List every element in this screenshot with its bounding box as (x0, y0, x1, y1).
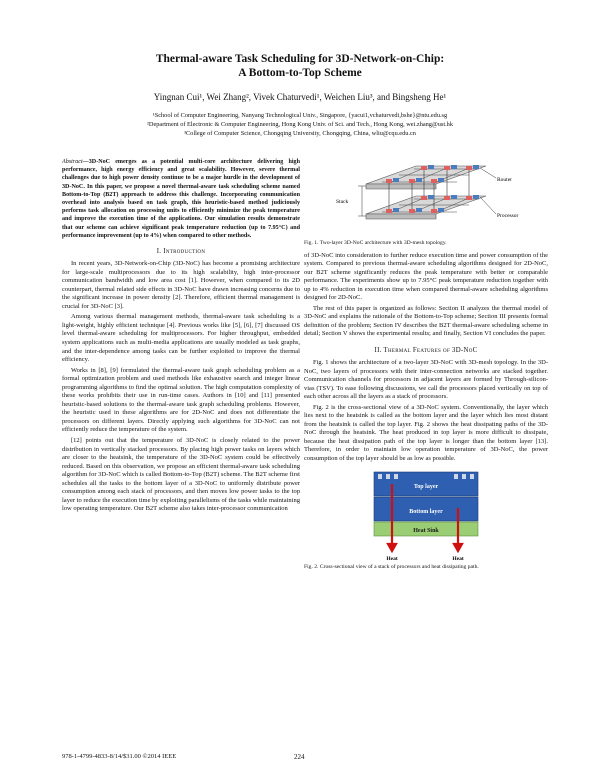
label-top-layer: Top layer (413, 483, 439, 490)
figure-2 (304, 468, 548, 562)
paper-title-line1: Thermal-aware Task Scheduling for 3D-Network-on-Chip: (155, 53, 445, 65)
bottom-layer-edge (366, 214, 436, 219)
figure-1-diagram (304, 156, 548, 238)
right-paragraph-1: of 3D-NoC into consideration to further reduce execution time and power consumption of the system. Compared to previous thermal-aware scheduling algorithms designed for 2D-NoC, our B2T scheme significantly reduces the peak temperature with better or comparable performance. The experiments show up to 7.95°C peak temperature reduction together with up to 4% reduction in execution time when compared thermal-aware scheduling algorithms designed for 2D-NoC. (304, 251, 548, 302)
affiliation-3: ³College of Computer Science, Chongqing University, Chongqing, China, wliu@cqu.edu.cn (184, 130, 416, 137)
abstract-text: —3D-NoC emerges as a potential multi-core architecture delivering high performance, high energy efficiency and great scalability. However, severe thermal challenges due to high power density continue to be a major hurdle in the development of 3D-NoC. In this paper, we propose a novel thermal-aware task scheduling scheme named Bottom-to-Top (B2T) approach to address this challenge. Incorporating communication overhead into analysis based on task graph, this heuristic-based method judiciously performs task allocation on processing units to efficiently minimize the peak temperature and improve the execution time of the applications. Our simulation results demonstrate that our scheme can achieve significant peak temperature reduction (up to 7.95°C) and performance improvement (up to 4%) when compared to other methods. (62, 159, 300, 239)
abstract-lead: Abstract (62, 159, 83, 165)
right-paragraph-2: The rest of this paper is organized as follows: Section II analyzes the thermal model of 3D-NoC and explains the rationale of the Bottom-to-Top scheme; Section III presents formal definition of the problem; Section IV describes the B2T thermal-aware scheduling scheme in detail; Section V shows the experimental results; and finally, Section VI concludes the paper. (304, 304, 548, 338)
section-2-heading: II. Thermal Features of 3D-NoC (374, 346, 478, 354)
label-stack: Stack (336, 199, 349, 205)
figure-1 (304, 156, 548, 238)
label-heat-right: Heat (452, 555, 464, 562)
abstract (62, 158, 300, 240)
intro-paragraph-4: [12] points out that the temperature of 3D-NoC is closely related to the power distribution in vertically stacked processors. By placing high power tasks on layers which are closer to the heatsink, the temperature of the 3D-NoC system could be effectively reduced. Based on this observation, we propose an efficient thermal-aware task scheduling algorithm for 3D-NoC which is called Bottom-to-Top (B2T) scheme. The B2T scheme first schedules all the tasks to the bottom layer of a 3D-NoC to uniformly distribute power consumption among each stack of processors, and then moves low power tasks to the top layer to reduce the execution time by exploiting parallelisms of the tasks while maintaining low operating temperature. Our B2T scheme also takes inter-processor communication (62, 436, 300, 513)
label-bottom-layer: Bottom layer (409, 508, 443, 515)
section-1-heading: I. Introduction (156, 248, 206, 256)
intro-paragraph-3: Works in [8], [9] formulated the thermal-aware task graph scheduling problem as a formal optimization problem and used methods like exhaustive search and integer linear programming algorithms to find the optimal solution. The high computation complexity of these works prohibits their use in run-time cases. Authors in [10] and [11] presented heuristic-based solutions to the thermal-aware task graph scheduling problems. However, the heuristic used in these algorithms are for 2D-NoC and does not differentiate the processors on different layers. Directly applying such algorithms for 3D-NoC can not efficiently reduce the temperature of the system. (62, 366, 300, 434)
affiliation-1: ¹School of Computer Engineering, Nanyang Technological Univ., Singapore, {yacui1,vchaturvedi,bshe}@ntu.edu.sg (152, 112, 448, 119)
author-list: Yingnan Cui¹, Wei Zhang², Vivek Chaturvedi¹, Weichen Liu³, and Bingsheng He¹ (153, 92, 447, 102)
affiliation-2: ²Department of Electronic & Computer Engineering, Hong Kong Univ. of Sci. and Tech., Hong Kong, wei.zhang@ust.hk (147, 121, 453, 128)
label-heat-left: Heat (386, 555, 398, 562)
top-layer-edge (366, 184, 436, 189)
label-router: Router (497, 177, 512, 183)
figure-2-caption: Fig. 2. Cross-sectional view of a stack of processors and heat dissipating path. (304, 563, 479, 570)
figure-2-diagram (304, 468, 548, 562)
right-paragraph-3: Fig. 1 shows the architecture of a two-layer 3D-NoC with 3D-mesh topology. In the 3D-NoC, two layers of processors with their inter-connection networks are stacked together. Communication channels for processors in adjacent layers are formed by Through-silicon-vias (TSV). To ease following discussions, we call the processors placed vertically on top of each other across all the layers as a stack of processors. (304, 358, 548, 401)
right-paragraph-4: Fig. 2 is the cross-sectional view of a 3D-NoC system. Conventionally, the layer which lies next to the heatsink is called as the bottom layer and the layer which lies most distant from the heatsink is called the top layer. Fig. 2 shows the heat dissipating paths of the 3D-NoC through the heatsink. The heat produced in top layer is more difficult to dissipate, because the heat dissipation path of the top layer is longer than the bottom layer [13]. Therefore, in order to maintain low operation temperature of 3D-NoC, the power consumption of the top layer should be as low as possible. (304, 403, 548, 462)
left-column (62, 158, 300, 516)
intro-paragraph-1: In recent years, 3D-Network-on-Chip (3D-NoC) has become a promising architecture for large-scale multiprocessors due to its high scalability, high inter-processor communication bandwidth and low area cost [1]. However, when compared to its 2D counterpart, thermal related side effects in 3D-NoC have drawn increasing concerns due to the significant increase in power density [2]. Therefore, efficient thermal management is crucial for 3D-NoC [3]. (62, 260, 300, 310)
right-column (304, 156, 548, 575)
figure-1-caption: Fig. 1. Two-layer 3D-NoC architecture with 3D-mesh topology. (304, 240, 447, 246)
intro-paragraph-2: Among various thermal management methods, thermal-aware task scheduling is a light-weight, highly efficient technique [4]. Previous works like [5], [6], [7] discussed OS level thermal-aware scheduling for multiprocessors. For higher throughput, embedded system applications such as multi-media applications are usually modeled as task graphs, and the inter-dependence among tasks can be further exploited to improve the thermal efficiency. (62, 313, 300, 364)
page-number: 224 (294, 753, 305, 761)
label-processor: Processor (497, 213, 519, 219)
paper-title-line2: A Bottom-to-Top Scheme (238, 67, 362, 79)
label-heat-sink: Heat Sink (413, 527, 439, 534)
footer-copyright: 978-1-4799-4833-8/14/$31.00 ©2014 IEEE (62, 753, 177, 760)
